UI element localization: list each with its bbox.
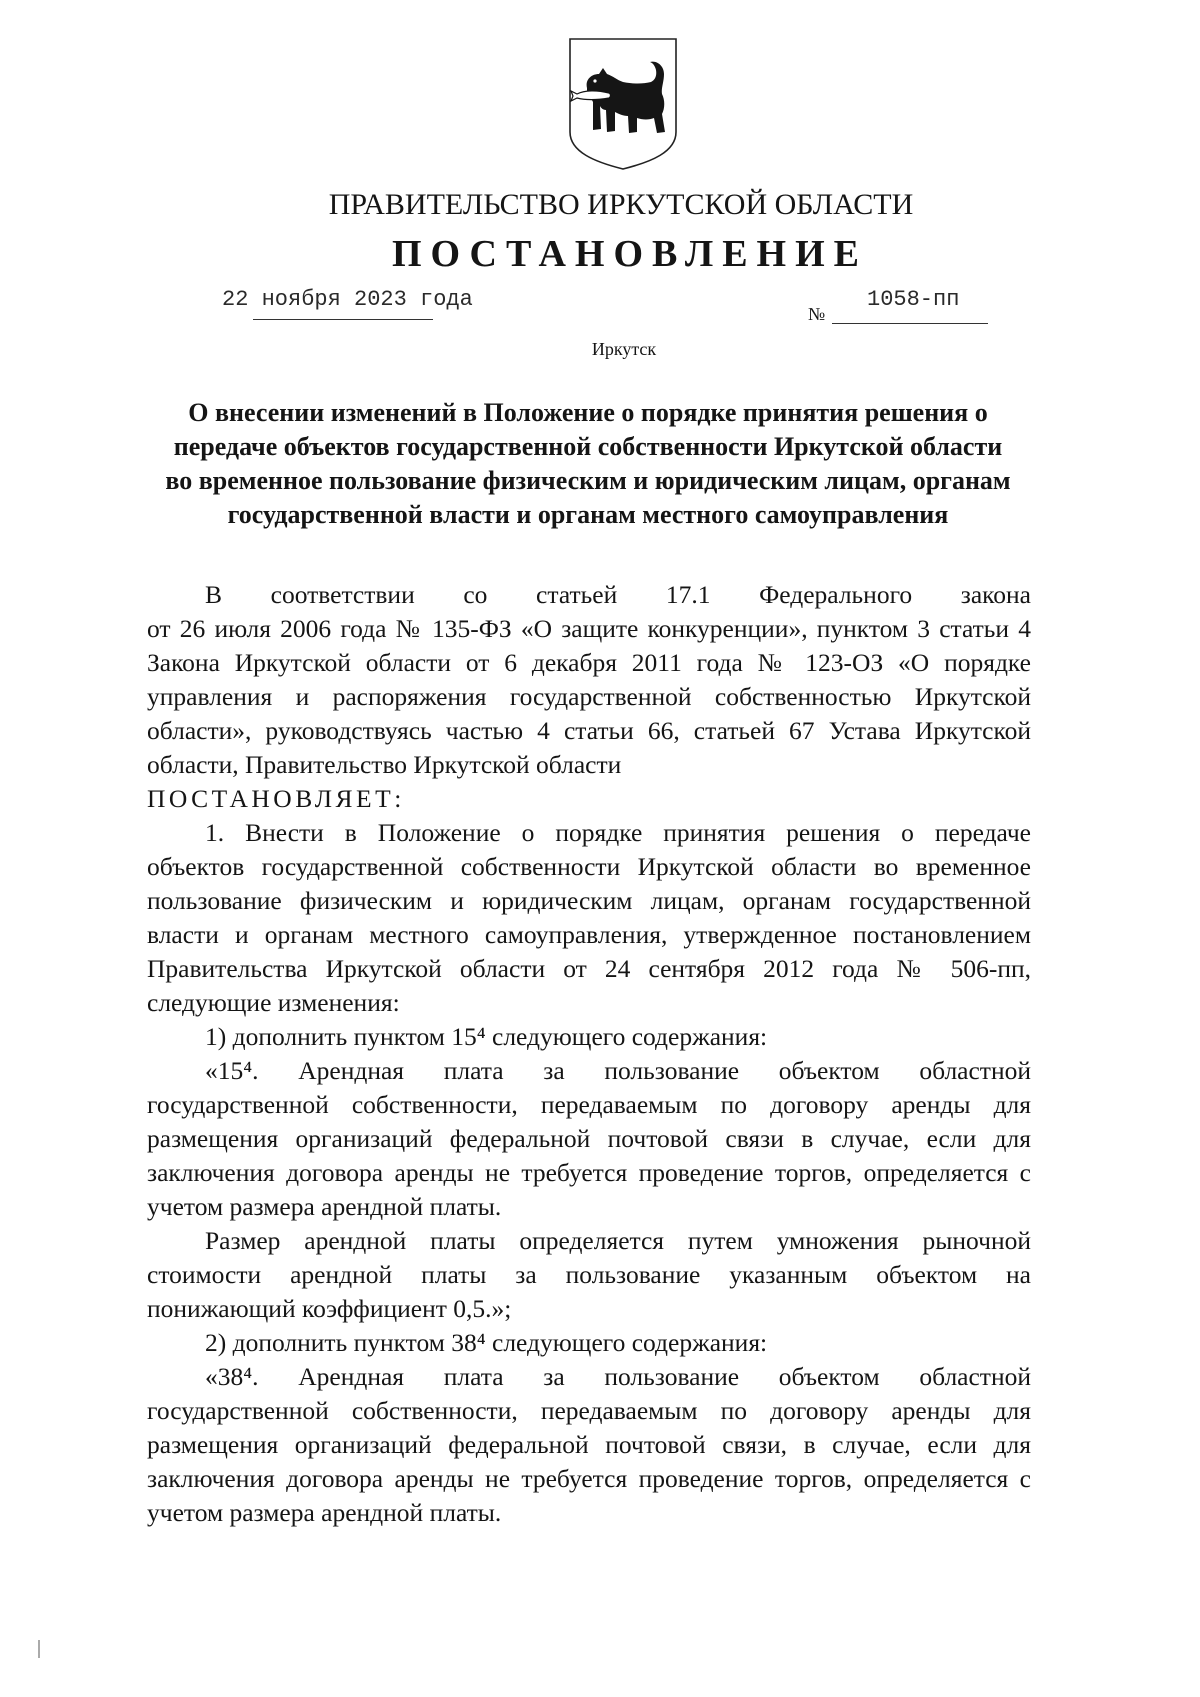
body-line: заключения договора аренды не требуется проведение торгов, определяется с [147, 1158, 1031, 1187]
body-line: Размер арендной платы определяется путем умножения рыночной [205, 1226, 1031, 1255]
body-line: размещения организаций федеральной почтовой связи в случае, если для [147, 1124, 1031, 1153]
body-line: В соответствии со статьей 17.1 Федерального закона [205, 580, 1031, 609]
body-line: управления и распоряжения государственной собственностью Иркутской [147, 682, 1031, 711]
document-type: ПОСТАНОВЛЕНИЕ [391, 233, 869, 275]
date-underline [253, 319, 433, 320]
document-body [147, 578, 1031, 1530]
scan-artifact [38, 1640, 40, 1658]
body-line: «15⁴. Арендная плата за пользование объектом областной [205, 1056, 1031, 1085]
body-line: от 26 июля 2006 года № 135-ФЗ «О защите конкуренции», пунктом 3 статьи 4 [147, 614, 1031, 643]
paragraph-preamble [147, 578, 1031, 782]
body-line: «38⁴. Арендная плата за пользование объектом областной [205, 1362, 1031, 1391]
body-line: государственной собственности, передаваемым по договору аренды для [147, 1090, 1031, 1119]
subitem-1-heading [147, 1020, 1031, 1054]
body-line: Закона Иркутской области от 6 декабря 2011 года № 123-ОЗ «О порядке [147, 648, 1031, 677]
body-line: области», руководствуясь частью 4 статьи 66, статьей 67 Устава Иркутской [147, 716, 1031, 745]
body-line: объектов государственной собственности Иркутской области во временное [147, 852, 1031, 881]
body-line: ПОСТАНОВЛЯЕТ: [147, 784, 405, 813]
body-line: Правительства Иркутской области от 24 сентября 2012 года № 506-пп, [147, 954, 1031, 983]
subitem-2-text [147, 1360, 1031, 1530]
body-line: 2) дополнить пунктом 38⁴ следующего содержания: [205, 1328, 768, 1357]
body-line: пользование физическим и юридическим лицам, органам государственной [147, 886, 1031, 915]
babr-eye [593, 79, 596, 82]
subitem-1-text [147, 1054, 1031, 1224]
body-line: заключения договора аренды не требуется проведение торгов, определяется с [147, 1464, 1031, 1493]
subitem-2-heading [147, 1326, 1031, 1360]
document-number: 1058-пп [867, 287, 960, 312]
number-underline [832, 323, 988, 324]
document-title [88, 396, 1088, 532]
number-sign: № [808, 304, 826, 324]
body-line: размещения организаций федеральной почтовой связи, в случае, если для [147, 1430, 1031, 1459]
title-line: во временное пользование физическим и юридическим лицам, органам [165, 466, 1011, 495]
body-line: понижающий коэффициент 0,5.»; [147, 1294, 512, 1323]
body-line: власти и органам местного самоуправления, утвержденное постановлением [147, 920, 1031, 949]
government-name: ПРАВИТЕЛЬСТВО ИРКУТСКОЙ ОБЛАСТИ [328, 188, 914, 221]
body-line: 1) дополнить пунктом 15⁴ следующего содержания: [205, 1022, 768, 1051]
resolution-keyword [147, 782, 1031, 816]
body-line: стоимости арендной платы за пользование указанным объектом на [147, 1260, 1031, 1289]
coat-of-arms [567, 36, 679, 172]
body-line: учетом размера арендной платы. [147, 1498, 502, 1527]
document-date: 22 ноября 2023 года [222, 287, 473, 312]
title-line: О внесении изменений в Положение о порядке принятия решения о [188, 398, 988, 427]
city: Иркутск [591, 339, 657, 359]
title-line: передаче объектов государственной собственности Иркутской области [173, 432, 1003, 461]
body-line: области, Правительство Иркутской области [147, 750, 622, 779]
body-line: 1. Внести в Положение о порядке принятия решения о передаче [205, 818, 1031, 847]
title-line: государственной власти и органам местного самоуправления [227, 500, 949, 529]
subitem-1-rate [147, 1224, 1031, 1326]
paragraph-item-1 [147, 816, 1031, 1020]
body-line: государственной собственности, передаваемым по договору аренды для [147, 1396, 1031, 1425]
body-line: следующие изменения: [147, 988, 400, 1017]
body-line: учетом размера арендной платы. [147, 1192, 502, 1221]
